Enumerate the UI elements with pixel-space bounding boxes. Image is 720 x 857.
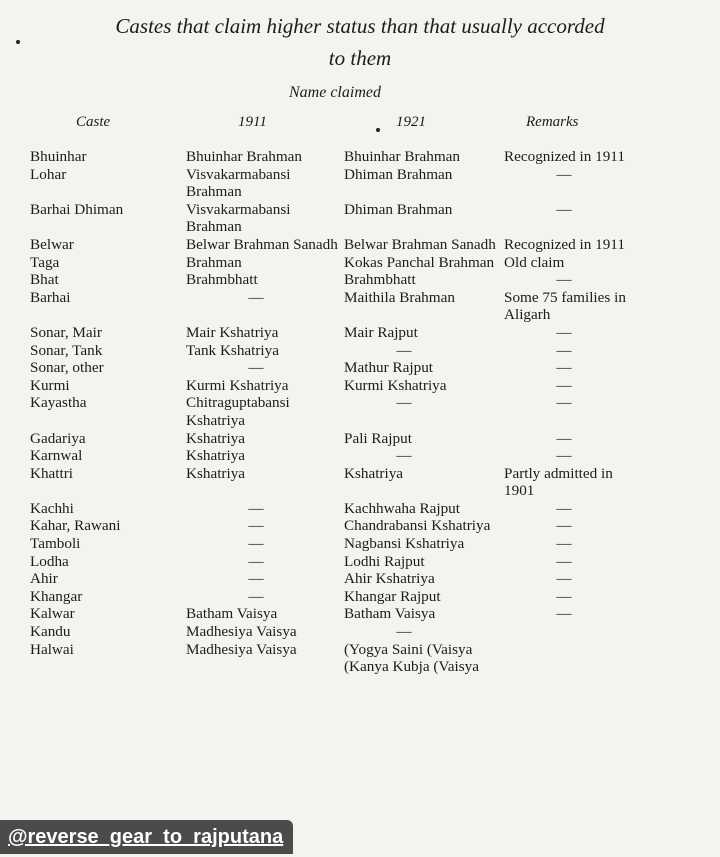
cell-remarks — [504, 166, 644, 201]
cell-1921 — [344, 447, 504, 465]
cell-remarks-text: Partly admitted in 1901 — [504, 464, 613, 500]
cell-1921-text: — — [396, 394, 412, 412]
cell-1921-text: Khangar Rajput — [344, 587, 441, 605]
cell-caste — [30, 605, 186, 623]
cell-caste — [30, 535, 186, 553]
cell-1911 — [186, 324, 344, 342]
cell-remarks — [504, 588, 644, 606]
cell-remarks-text: — — [556, 570, 572, 588]
cell-remarks-text: — — [556, 587, 572, 605]
cell-1911-text: Batham Vaisya — [186, 605, 278, 623]
cell-1911-text: Madhesiya Vaisya — [186, 640, 297, 658]
cell-remarks — [504, 465, 644, 500]
cell-caste-text: Lodha — [30, 552, 69, 570]
cell-caste — [30, 377, 186, 395]
cell-remarks — [504, 535, 644, 553]
cell-caste — [30, 289, 186, 324]
table-row — [30, 517, 644, 535]
cell-1921 — [344, 148, 504, 166]
cell-caste — [30, 342, 186, 360]
cell-caste-text: Tamboli — [30, 535, 81, 553]
cell-caste — [30, 236, 186, 254]
cell-remarks — [504, 641, 644, 676]
title-line-2: to them — [328, 46, 392, 70]
cell-remarks — [504, 394, 644, 429]
cell-1921-text: Lodhi Rajput — [344, 552, 425, 570]
cell-1911 — [186, 623, 344, 641]
cell-1921 — [344, 605, 504, 623]
cell-1921 — [344, 201, 504, 236]
cell-1911 — [186, 553, 344, 571]
cell-1911 — [186, 447, 344, 465]
col-header-1911: 1911 — [238, 114, 267, 130]
cell-caste — [30, 623, 186, 641]
cell-remarks — [504, 342, 644, 360]
table-row — [30, 324, 644, 342]
cell-1921 — [344, 166, 504, 201]
cell-caste-text: Kahar, Rawani — [30, 517, 121, 535]
cell-1921-text: Belwar Brahman Sanadh — [344, 235, 496, 253]
cell-caste — [30, 641, 186, 676]
col-header-remarks: Remarks — [526, 114, 579, 130]
cell-1921-text: Dhiman Brahman — [344, 200, 453, 218]
cell-1921 — [344, 553, 504, 571]
cell-1911 — [186, 430, 344, 448]
cell-1921 — [344, 289, 504, 324]
cell-1921 — [344, 254, 504, 272]
cell-remarks-text: — — [556, 200, 572, 218]
table-row — [30, 430, 644, 448]
cell-1911 — [186, 342, 344, 360]
cell-1911-text: — — [248, 517, 264, 535]
cell-caste-text: Kachhi — [30, 499, 74, 517]
cell-1921 — [344, 236, 504, 254]
cell-1921 — [344, 271, 504, 289]
cell-1921-text: (Yogya Saini (Vaisya (Kanya Kubja (Vaisya — [344, 640, 479, 676]
cell-1921 — [344, 623, 504, 641]
cell-remarks-text: — — [556, 499, 572, 517]
cell-1921 — [344, 342, 504, 360]
cell-remarks-text: — — [556, 376, 572, 394]
cell-1911-text: Visvakarmabansi Brahman — [186, 165, 291, 201]
cell-1921 — [344, 517, 504, 535]
cell-1911 — [186, 500, 344, 518]
table-row — [30, 570, 644, 588]
cell-1911-text: Kurmi Kshatriya — [186, 376, 289, 394]
cell-remarks-text: — — [556, 359, 572, 377]
table-row — [30, 394, 644, 429]
cell-1911-text: — — [248, 570, 264, 588]
col-header-1921: 1921 — [396, 114, 426, 130]
cell-1921-text: Maithila Brahman — [344, 288, 455, 306]
cell-1911-text: Kshatriya — [186, 429, 246, 447]
cell-1921-text: Bhuinhar Brahman — [344, 148, 460, 165]
cell-1911-text: Kshatriya — [186, 464, 246, 482]
cell-caste — [30, 570, 186, 588]
cell-1911 — [186, 271, 344, 289]
caste-table — [30, 148, 644, 676]
cell-remarks — [504, 359, 644, 377]
cell-remarks — [504, 377, 644, 395]
cell-caste — [30, 324, 186, 342]
cell-1911 — [186, 166, 344, 201]
cell-1921-text: Pali Rajput — [344, 429, 412, 447]
cell-1921 — [344, 535, 504, 553]
cell-caste — [30, 148, 186, 166]
cell-1911-text: Tank Kshatriya — [186, 341, 279, 359]
ink-speck — [376, 128, 380, 132]
cell-caste — [30, 430, 186, 448]
cell-1921-text: Kokas Panchal Brahman — [344, 253, 495, 271]
cell-remarks-text: — — [556, 165, 572, 183]
cell-1911 — [186, 236, 344, 254]
table-row — [30, 623, 644, 641]
cell-1921 — [344, 570, 504, 588]
cell-1921-text: — — [396, 447, 412, 465]
cell-1911 — [186, 605, 344, 623]
cell-1921 — [344, 324, 504, 342]
cell-caste — [30, 588, 186, 606]
table-row — [30, 641, 644, 676]
cell-caste — [30, 553, 186, 571]
cell-remarks — [504, 447, 644, 465]
cell-remarks — [504, 623, 644, 641]
cell-caste — [30, 271, 186, 289]
cell-1921-text: Kshatriya — [344, 464, 404, 482]
cell-caste — [30, 447, 186, 465]
cell-1911 — [186, 465, 344, 500]
table-row — [30, 166, 644, 201]
table-row — [30, 254, 644, 272]
cell-caste-text: Sonar, Tank — [30, 341, 103, 359]
table-row — [30, 605, 644, 623]
cell-remarks — [504, 254, 644, 272]
table-row — [30, 447, 644, 465]
cell-caste-text: Sonar, Mair — [30, 323, 102, 341]
cell-1911-text: — — [248, 552, 264, 570]
ink-speck — [16, 40, 20, 44]
cell-remarks — [504, 517, 644, 535]
cell-remarks — [504, 289, 644, 324]
cell-caste-text: Bhat — [30, 271, 59, 289]
cell-remarks — [504, 324, 644, 342]
cell-1911 — [186, 201, 344, 236]
cell-caste-text: Taga — [30, 253, 60, 271]
watermark: @reverse_gear_to_rajputana — [0, 820, 293, 854]
cell-1911-text: — — [248, 499, 264, 517]
cell-1911 — [186, 359, 344, 377]
cell-1911 — [186, 377, 344, 395]
cell-1911-text: Kshatriya — [186, 447, 246, 465]
cell-remarks-text: — — [556, 605, 572, 623]
cell-remarks — [504, 148, 644, 166]
cell-caste-text: Khattri — [30, 464, 74, 482]
cell-remarks-text: — — [556, 517, 572, 535]
cell-1911-text: Madhesiya Vaisya — [186, 623, 297, 641]
cell-remarks-text: — — [556, 535, 572, 553]
table-row — [30, 359, 644, 377]
cell-caste-text: Khangar — [30, 587, 83, 605]
cell-1911 — [186, 394, 344, 429]
cell-1921-text: Nagbansi Kshatriya — [344, 535, 465, 553]
cell-1921-text: Batham Vaisya — [344, 605, 436, 623]
cell-caste-text: Sonar, other — [30, 359, 104, 377]
cell-1921 — [344, 500, 504, 518]
cell-caste-text: Kurmi — [30, 376, 70, 394]
cell-1921-text: — — [396, 623, 412, 641]
cell-caste-text: Barhai — [30, 288, 71, 306]
cell-remarks — [504, 553, 644, 571]
cell-remarks-text: Recognized in 1911 — [504, 148, 625, 165]
cell-caste — [30, 166, 186, 201]
cell-1911 — [186, 641, 344, 676]
cell-1911 — [186, 148, 344, 166]
cell-remarks-text: — — [556, 447, 572, 465]
cell-1921-text: Ahir Kshatriya — [344, 570, 435, 588]
table-row — [30, 500, 644, 518]
cell-1911 — [186, 588, 344, 606]
cell-caste — [30, 394, 186, 429]
cell-caste — [30, 465, 186, 500]
cell-1921-text: Chandrabansi Kshatriya — [344, 517, 491, 535]
cell-1921 — [344, 377, 504, 395]
cell-remarks-text: — — [556, 394, 572, 412]
cell-caste-text: Kayastha — [30, 394, 87, 412]
cell-1911-text: Mair Kshatriya — [186, 323, 279, 341]
cell-remarks — [504, 605, 644, 623]
cell-remarks — [504, 236, 644, 254]
title-line-1: Castes that claim higher status than that usually accorded — [115, 14, 605, 38]
cell-1911-text: Chitraguptabansi Kshatriya — [186, 394, 290, 429]
cell-remarks-text: — — [556, 552, 572, 570]
cell-caste — [30, 254, 186, 272]
cell-1911 — [186, 254, 344, 272]
cell-remarks-text: — — [556, 271, 572, 289]
cell-1921-text: Mair Rajput — [344, 323, 418, 341]
cell-caste — [30, 201, 186, 236]
cell-1911 — [186, 517, 344, 535]
table-row — [30, 271, 644, 289]
cell-1921 — [344, 588, 504, 606]
table-row — [30, 588, 644, 606]
cell-1921-text: Mathur Rajput — [344, 359, 434, 377]
cell-caste-text: Lohar — [30, 165, 67, 183]
cell-1911 — [186, 289, 344, 324]
cell-caste-text: Gadariya — [30, 429, 86, 447]
cell-1911-text: Bhuinhar Brahman — [186, 148, 302, 165]
cell-remarks-text: — — [556, 429, 572, 447]
cell-1921-text: — — [396, 341, 412, 359]
cell-1911 — [186, 535, 344, 553]
cell-1921-text: Dhiman Brahman — [344, 165, 453, 183]
cell-1921 — [344, 641, 504, 676]
cell-1911-text: Belwar Brahman Sanadh — [186, 235, 338, 253]
cell-remarks-text: Old claim — [504, 253, 565, 271]
table-row — [30, 342, 644, 360]
cell-1921 — [344, 430, 504, 448]
table-row — [30, 465, 644, 500]
cell-remarks — [504, 570, 644, 588]
cell-caste-text: Belwar — [30, 235, 74, 253]
cell-1921-text: Brahmbhatt — [344, 271, 416, 289]
cell-1911-text: — — [248, 288, 264, 306]
cell-remarks-text: Recognized in 1911 — [504, 235, 625, 253]
cell-remarks-text: Some 75 families in Aligarh — [504, 288, 626, 324]
cell-1911-text: — — [248, 587, 264, 605]
cell-caste-text: Barhai Dhiman — [30, 200, 124, 218]
cell-caste-text: Kalwar — [30, 605, 75, 623]
cell-1921-text: Kurmi Kshatriya — [344, 376, 447, 394]
table-row — [30, 553, 644, 571]
table-row — [30, 535, 644, 553]
cell-1911-text: — — [248, 535, 264, 553]
table-row — [30, 201, 644, 236]
cell-remarks — [504, 430, 644, 448]
table-row — [30, 148, 644, 166]
cell-caste-text: Kandu — [30, 623, 71, 641]
cell-caste-text: Ahir — [30, 570, 58, 588]
cell-caste-text: Bhuinhar — [30, 148, 87, 165]
cell-remarks — [504, 500, 644, 518]
table-row — [30, 236, 644, 254]
cell-remarks-text: — — [556, 341, 572, 359]
subheading: Name claimed — [289, 84, 381, 101]
cell-1911-text: Brahman — [186, 253, 242, 271]
cell-caste — [30, 359, 186, 377]
cell-caste-text: Karnwal — [30, 447, 83, 465]
cell-remarks — [504, 201, 644, 236]
cell-caste — [30, 517, 186, 535]
cell-caste — [30, 500, 186, 518]
table-row — [30, 377, 644, 395]
table-row — [30, 289, 644, 324]
cell-1911-text: Brahmbhatt — [186, 271, 258, 289]
cell-1921 — [344, 359, 504, 377]
cell-1911-text: Visvakarmabansi Brahman — [186, 200, 291, 236]
cell-1921 — [344, 465, 504, 500]
cell-caste-text: Halwai — [30, 640, 74, 658]
cell-remarks-text: — — [556, 323, 572, 341]
col-header-caste: Caste — [76, 114, 111, 130]
cell-1921-text: Kachhwaha Rajput — [344, 499, 460, 517]
cell-1921 — [344, 394, 504, 429]
cell-1911-text: — — [248, 359, 264, 377]
cell-1911 — [186, 570, 344, 588]
cell-remarks — [504, 271, 644, 289]
